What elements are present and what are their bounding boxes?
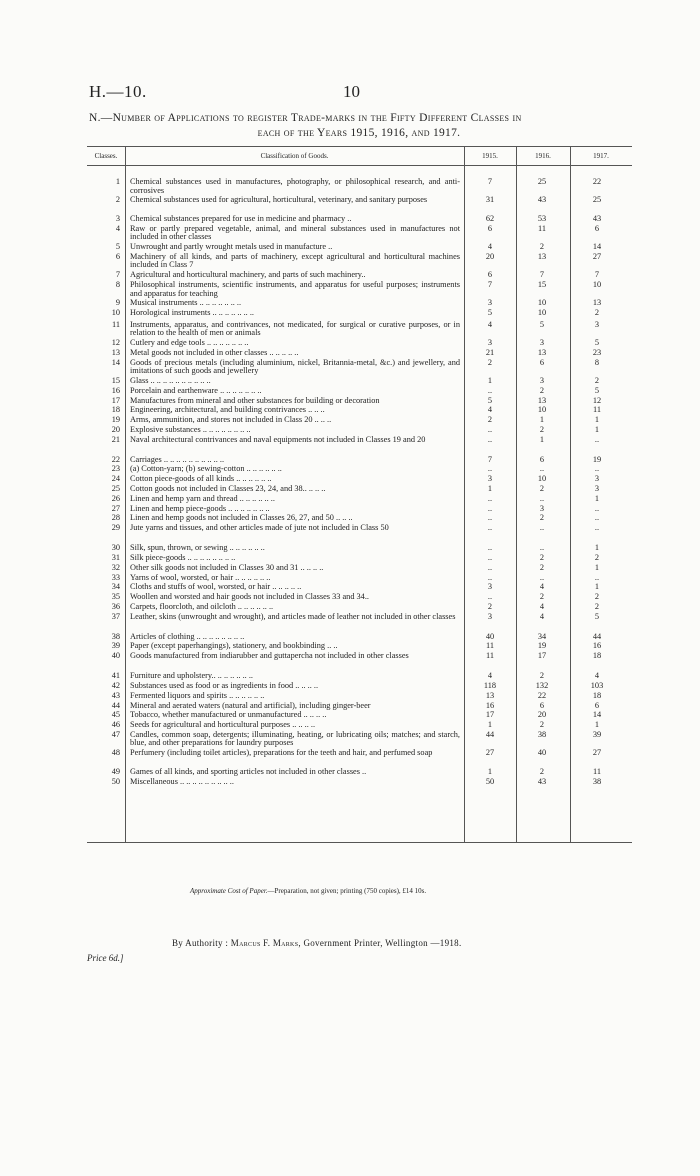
value-1915: 2 (487, 601, 493, 611)
class-number: 34 (111, 582, 120, 592)
value-1917: 3 (594, 319, 600, 329)
goods-description: Raw or partly prepared vegetable, animal, and mineral substances used in manufactures not included in other classes (130, 223, 460, 242)
value-1915: 4 (487, 405, 493, 415)
value-1916: 5 (539, 319, 545, 329)
value-1915: .. (487, 572, 493, 582)
goods-description: Instruments, apparatus, and contrivances, not medicated, for surgical or curative purposes, or in relation to the health of men or animals (130, 319, 460, 337)
value-1915: 21 (485, 347, 495, 357)
goods-description: Machinery of all kinds, and parts of machinery, except agricultural and horticultural machines included in Class 7 (130, 251, 460, 270)
class-number: 9 (115, 298, 120, 308)
value-1916: 4 (539, 611, 545, 621)
value-1915: .. (487, 493, 493, 503)
value-1916: 40 (537, 748, 547, 758)
class-number: 42 (111, 680, 120, 690)
class-number: 47 (111, 729, 120, 739)
value-1917: 103 (590, 680, 604, 690)
value-1915: 16 (485, 700, 495, 710)
goods-description: Philosophical instruments, scientific instruments, and apparatus for useful purposes; instruments and apparatus for teaching (130, 280, 460, 298)
value-1917: 1 (594, 415, 600, 425)
value-1916: 6 (539, 357, 545, 367)
value-1915: 27 (485, 748, 495, 758)
value-1915: .. (487, 385, 493, 395)
class-number: 15 (111, 375, 120, 385)
header-goods: Classification of Goods. (260, 152, 329, 160)
value-1915: 1 (487, 375, 493, 385)
goods-description: Musical instruments .. .. .. .. .. .. .. (130, 298, 242, 308)
value-1917: 8 (594, 357, 600, 367)
value-1916: 34 (537, 631, 547, 641)
value-1915: .. (487, 503, 493, 513)
goods-description: Goods manufactured from indiarubber and guttapercha not included in other classes (130, 651, 409, 661)
class-number: 46 (111, 720, 120, 730)
class-number: 2 (115, 195, 120, 205)
value-1916: 10 (537, 405, 547, 415)
value-1915: 6 (487, 270, 493, 280)
header-1916: 1916. (535, 152, 551, 160)
value-1915: 5 (487, 308, 493, 318)
table-bottom-rule (87, 842, 632, 843)
value-1915: .. (487, 513, 493, 523)
value-1915: 7 (487, 454, 493, 464)
value-1916: 2 (539, 720, 545, 730)
value-1916: .. (539, 493, 545, 503)
cost-label: Approximate Cost of Paper. (190, 887, 268, 895)
value-1917: .. (594, 513, 600, 523)
column-rule (125, 146, 126, 843)
goods-description: Chemical substances used in manufactures, photography, or philosophical research, and anti-corrosives (130, 177, 460, 195)
value-1915: 1 (487, 484, 493, 493)
goods-description: Yarns of wool, worsted, or hair .. .. .. .. .. .. (130, 572, 271, 582)
goods-description: Carpets, floorcloth, and oilcloth .. .. .. .. .. .. (130, 601, 274, 611)
value-1917: 16 (592, 641, 602, 651)
value-1917: 13 (592, 298, 602, 308)
value-1916: 22 (537, 690, 547, 700)
goods-description: Cotton goods not included in Classes 23, 24, and 38.. .. .. .. (130, 484, 326, 493)
value-1917: 2 (594, 375, 600, 385)
class-number: 50 (111, 776, 120, 786)
value-1916: 2 (539, 513, 545, 523)
value-1915: 3 (487, 611, 493, 621)
value-1915: 1 (487, 766, 493, 776)
value-1915: 3 (487, 337, 493, 347)
value-1915: 11 (486, 641, 494, 651)
goods-description: Fermented liquors and spirits .. .. .. .. .. .. (130, 690, 265, 700)
goods-description: Mineral and aerated waters (natural and artificial), including ginger-beer (130, 700, 371, 710)
value-1917: 11 (593, 766, 601, 776)
value-1915: .. (487, 543, 493, 553)
value-1916: 10 (537, 298, 547, 308)
cost-text: —Preparation, not given; printing (750 copies), £14 10s. (267, 887, 427, 895)
class-number: 11 (112, 319, 120, 329)
value-1915: .. (487, 464, 493, 474)
value-1915: 2 (487, 415, 493, 425)
goods-description: Games of all kinds, and sporting articles not included in other classes .. (130, 766, 367, 776)
value-1915: 5 (487, 395, 493, 405)
value-1917: 18 (592, 690, 602, 700)
value-1915: 20 (485, 251, 495, 261)
goods-description: Cotton piece-goods of all kinds .. .. .. .. .. .. (130, 474, 272, 484)
authority-line (172, 938, 462, 948)
value-1917: 1 (594, 562, 600, 572)
value-1916: 10 (537, 474, 547, 484)
class-number: 10 (111, 308, 120, 318)
class-number: 21 (111, 434, 120, 444)
goods-description: Chemical substances prepared for use in medicine and pharmacy .. (130, 213, 352, 223)
value-1916: 43 (537, 776, 547, 786)
cost-note (190, 887, 426, 895)
goods-description: Linen and hemp goods not included in Classes 26, 27, and 50 .. .. .. (130, 513, 353, 523)
value-1916: 3 (539, 337, 545, 347)
value-1917: 5 (594, 337, 600, 347)
value-1917: 14 (592, 710, 602, 720)
value-1915: 31 (485, 195, 495, 205)
class-number: 19 (111, 415, 120, 425)
table-title-line-2: each of the Years 1915, 1916, and 1917. (257, 127, 461, 139)
class-number: 5 (115, 242, 120, 251)
class-number: 43 (111, 690, 120, 700)
value-1915: 62 (485, 213, 495, 223)
class-number: 26 (111, 493, 120, 503)
value-1917: 7 (594, 270, 600, 280)
goods-description: Explosive substances .. .. .. .. .. .. .. .. (130, 424, 251, 434)
value-1916: 13 (537, 395, 547, 405)
value-1915: 40 (485, 631, 495, 641)
value-1915: 13 (485, 690, 495, 700)
goods-description: Glass .. .. .. .. .. .. .. .. .. .. (130, 375, 211, 385)
value-1917: 3 (594, 474, 600, 484)
value-1917: 1 (594, 543, 600, 553)
class-number: 23 (111, 464, 120, 474)
header-bottom-rule (87, 165, 632, 166)
goods-description: Woollen and worsted and hair goods not included in Classes 33 and 34.. (130, 592, 369, 602)
goods-description: Agricultural and horticultural machinery, and parts of such machinery.. (130, 270, 366, 280)
authority-prefix: By Authority : (172, 938, 229, 948)
goods-description: Goods of precious metals (including aluminium, nickel, Britannia-metal, &c.) and jewellery, and imitations of such goods and jewellery (130, 357, 460, 375)
value-1917: .. (594, 523, 600, 533)
value-1916: 2 (539, 562, 545, 572)
goods-description: Porcelain and earthenware .. .. .. .. .. .. .. (130, 385, 262, 395)
value-1915: 6 (487, 223, 493, 233)
value-1916: 1 (539, 415, 545, 425)
goods-description: Cloths and stuffs of wool, worsted, or hair .. .. .. .. .. (130, 582, 302, 592)
class-number: 29 (111, 523, 120, 533)
value-1916: 4 (539, 582, 545, 592)
value-1915: 7 (487, 177, 493, 186)
value-1916: .. (539, 464, 545, 474)
class-number: 8 (115, 280, 120, 289)
value-1916: 11 (538, 223, 546, 233)
table-title-line-1: N.—Number of Applications to register Trade-marks in the Fifty Different Classes in (89, 112, 522, 124)
value-1916: 2 (539, 242, 545, 251)
class-number: 7 (115, 270, 120, 280)
class-number: 33 (111, 572, 120, 582)
value-1915: 3 (487, 474, 493, 484)
class-number: 49 (111, 766, 120, 776)
goods-description: Miscellaneous .. .. .. .. .. .. .. .. .. (130, 776, 234, 786)
goods-description: Tobacco, whether manufactured or unmanufactured .. .. .. .. (130, 710, 327, 720)
class-number: 32 (111, 562, 120, 572)
class-number: 6 (115, 251, 120, 261)
value-1917: 19 (592, 454, 602, 464)
value-1917: 25 (592, 195, 602, 205)
value-1916: .. (539, 523, 545, 533)
goods-description: Chemical substances used for agricultural, horticultural, veterinary, and sanitary purposes (130, 195, 428, 205)
value-1916: 3 (539, 503, 545, 513)
value-1916: 2 (539, 592, 545, 602)
goods-description: Linen and hemp yarn and thread .. .. .. .. .. .. (130, 493, 275, 503)
value-1916: 1 (539, 434, 545, 444)
value-1917: 10 (592, 280, 602, 289)
class-number: 36 (111, 601, 120, 611)
value-1917: 12 (592, 395, 602, 405)
class-number: 16 (111, 385, 120, 395)
value-1917: .. (594, 572, 600, 582)
value-1917: 1 (594, 582, 600, 592)
value-1916: 3 (539, 375, 545, 385)
value-1917: 2 (594, 601, 600, 611)
class-number: 37 (111, 611, 120, 621)
value-1915: 1 (487, 720, 493, 730)
value-1917: 1 (594, 424, 600, 434)
goods-description: Silk, spun, thrown, or sewing .. .. .. .. .. .. (130, 543, 265, 553)
value-1917: .. (594, 434, 600, 444)
value-1916: .. (539, 543, 545, 553)
goods-description: Metal goods not included in other classes .. .. .. .. .. (130, 347, 299, 357)
class-number: 35 (111, 592, 120, 602)
value-1916: 13 (537, 347, 547, 357)
class-number: 40 (111, 651, 120, 661)
value-1915: .. (487, 562, 493, 572)
printer-name: Marcus F. Marks (230, 938, 299, 948)
class-number: 30 (111, 543, 120, 553)
goods-description: Candles, common soap, detergents; illuminating, heating, or lubricating oils; matches; and starch, blue, and other preparations for laundry purposes (130, 729, 460, 748)
class-number: 22 (111, 454, 120, 464)
goods-description: Cutlery and edge tools .. .. .. .. .. .. .. (130, 337, 249, 347)
document-reference: H.—10. (89, 82, 147, 101)
value-1915: 4 (487, 242, 493, 251)
value-1916: 4 (539, 601, 545, 611)
value-1917: 2 (594, 592, 600, 602)
value-1915: 50 (485, 776, 495, 786)
class-number: 27 (111, 503, 120, 513)
value-1917: .. (594, 464, 600, 474)
header-classes: Classes. (94, 152, 118, 160)
header-1917: 1917. (593, 152, 609, 160)
column-rule (570, 146, 571, 843)
value-1915: 17 (485, 710, 495, 720)
trade-marks-table (87, 146, 632, 846)
value-1916: 2 (539, 766, 545, 776)
page-number: 10 (343, 82, 360, 101)
goods-description: Carriages .. .. .. .. .. .. .. .. .. .. (130, 454, 225, 464)
value-1917: 6 (594, 700, 600, 710)
value-1916: 7 (539, 270, 545, 280)
goods-description: Unwrought and partly wrought metals used in manufacture .. (130, 242, 333, 251)
value-1916: 2 (539, 424, 545, 434)
value-1915: 118 (483, 680, 497, 690)
value-1917: 5 (594, 611, 600, 621)
value-1917: 1 (594, 720, 600, 730)
class-number: 41 (111, 671, 120, 681)
class-number: 1 (115, 177, 120, 186)
value-1917: 14 (592, 242, 602, 251)
class-number: 24 (111, 474, 120, 484)
value-1917: 27 (592, 251, 602, 261)
value-1915: 4 (487, 671, 493, 681)
goods-description: Other silk goods not included in Classes 30 and 31 .. .. .. .. (130, 562, 324, 572)
value-1916: 2 (539, 484, 545, 493)
value-1917: 4 (594, 671, 600, 681)
class-number: 20 (111, 424, 120, 434)
value-1917: 2 (594, 552, 600, 562)
value-1915: 3 (487, 298, 493, 308)
value-1917: 5 (594, 385, 600, 395)
goods-description: Linen and hemp piece-goods .. .. .. .. .. .. .. (130, 503, 270, 513)
class-number: 31 (111, 552, 120, 562)
value-1916: 6 (539, 454, 545, 464)
value-1915: 7 (487, 280, 493, 289)
value-1915: .. (487, 523, 493, 533)
class-number: 4 (115, 223, 120, 233)
class-number: 28 (111, 513, 120, 523)
class-number: 13 (111, 347, 120, 357)
class-number: 25 (111, 484, 120, 493)
goods-description: Horological instruments .. .. .. .. .. .. .. (130, 308, 254, 318)
value-1916: 53 (537, 213, 547, 223)
value-1917: 44 (592, 631, 602, 641)
class-number: 44 (111, 700, 120, 710)
value-1917: 1 (594, 493, 600, 503)
value-1917: 18 (592, 651, 602, 661)
goods-description: Arms, ammunition, and stores not included in Class 20 .. .. .. (130, 415, 332, 425)
value-1915: 11 (486, 651, 494, 661)
goods-description: Silk piece-goods .. .. .. .. .. .. .. .. (130, 552, 236, 562)
goods-description: Seeds for agricultural and horticultural purposes .. .. .. .. (130, 720, 316, 730)
header-1915: 1915. (482, 152, 498, 160)
value-1915: 44 (485, 729, 495, 739)
class-number: 3 (115, 213, 120, 223)
value-1916: 25 (537, 177, 547, 186)
value-1917: 23 (592, 347, 602, 357)
value-1916: 15 (537, 280, 547, 289)
value-1916: 20 (537, 710, 547, 720)
value-1916: 2 (539, 385, 545, 395)
value-1916: 43 (537, 195, 547, 205)
value-1916: 13 (537, 251, 547, 261)
goods-description: Perfumery (including toilet articles), preparations for the teeth and hair, and perfumed soap (130, 748, 433, 758)
goods-description: Furniture and upholstery.. .. .. .. .. .. .. (130, 671, 253, 681)
goods-description: Manufactures from mineral and other substances for building or decoration (130, 395, 380, 405)
price: Price 6d.] (87, 953, 124, 963)
value-1915: 2 (487, 357, 493, 367)
goods-description: Naval architectural contrivances and naval equipments not included in Classes 19 and 20 (130, 434, 426, 444)
value-1916: 2 (539, 671, 545, 681)
class-number: 45 (111, 710, 120, 720)
class-number: 12 (111, 337, 120, 347)
value-1917: 22 (592, 177, 602, 186)
value-1916: 19 (537, 641, 547, 651)
table-top-rule (87, 146, 632, 147)
value-1916: 6 (539, 700, 545, 710)
value-1917: 11 (593, 405, 601, 415)
class-number: 14 (111, 357, 120, 367)
value-1915: .. (487, 552, 493, 562)
value-1916: 38 (537, 729, 547, 739)
value-1915: .. (487, 434, 493, 444)
goods-description: Articles of clothing .. .. .. .. .. .. .. .. (130, 631, 245, 641)
value-1915: .. (487, 592, 493, 602)
goods-description: Jute yarns and tissues, and other articles made of jute not included in Class 50 (130, 523, 389, 533)
goods-description: Paper (except paperhangings), stationery, and bookbinding .. .. (130, 641, 338, 651)
goods-description: (a) Cotton-yarn; (b) sewing-cotton .. .. .. .. .. .. (130, 464, 282, 474)
class-number: 48 (111, 748, 120, 758)
value-1917: 27 (592, 748, 602, 758)
authority-suffix: , Government Printer, Wellington —1918. (298, 938, 462, 948)
value-1917: 3 (594, 484, 600, 493)
value-1915: 3 (487, 582, 493, 592)
class-number: 17 (111, 395, 120, 405)
value-1917: .. (594, 503, 600, 513)
value-1917: 2 (594, 308, 600, 318)
class-number: 38 (111, 631, 120, 641)
value-1916: .. (539, 572, 545, 582)
value-1916: 2 (539, 552, 545, 562)
value-1916: 17 (537, 651, 547, 661)
value-1917: 43 (592, 213, 602, 223)
value-1915: 4 (487, 319, 493, 329)
value-1916: 132 (535, 680, 549, 690)
goods-description: Engineering, architectural, and building contrivances .. .. .. (130, 405, 325, 415)
value-1917: 38 (592, 776, 602, 786)
goods-description: Leather, skins (unwrought and wrought), and articles made of leather not included in other classes (130, 611, 456, 621)
value-1915: .. (487, 424, 493, 434)
goods-description: Substances used as food or as ingredients in food .. .. .. .. (130, 680, 319, 690)
value-1917: 39 (592, 729, 602, 739)
class-number: 39 (111, 641, 120, 651)
value-1916: 10 (537, 308, 547, 318)
value-1917: 6 (594, 223, 600, 233)
class-number: 18 (111, 405, 120, 415)
